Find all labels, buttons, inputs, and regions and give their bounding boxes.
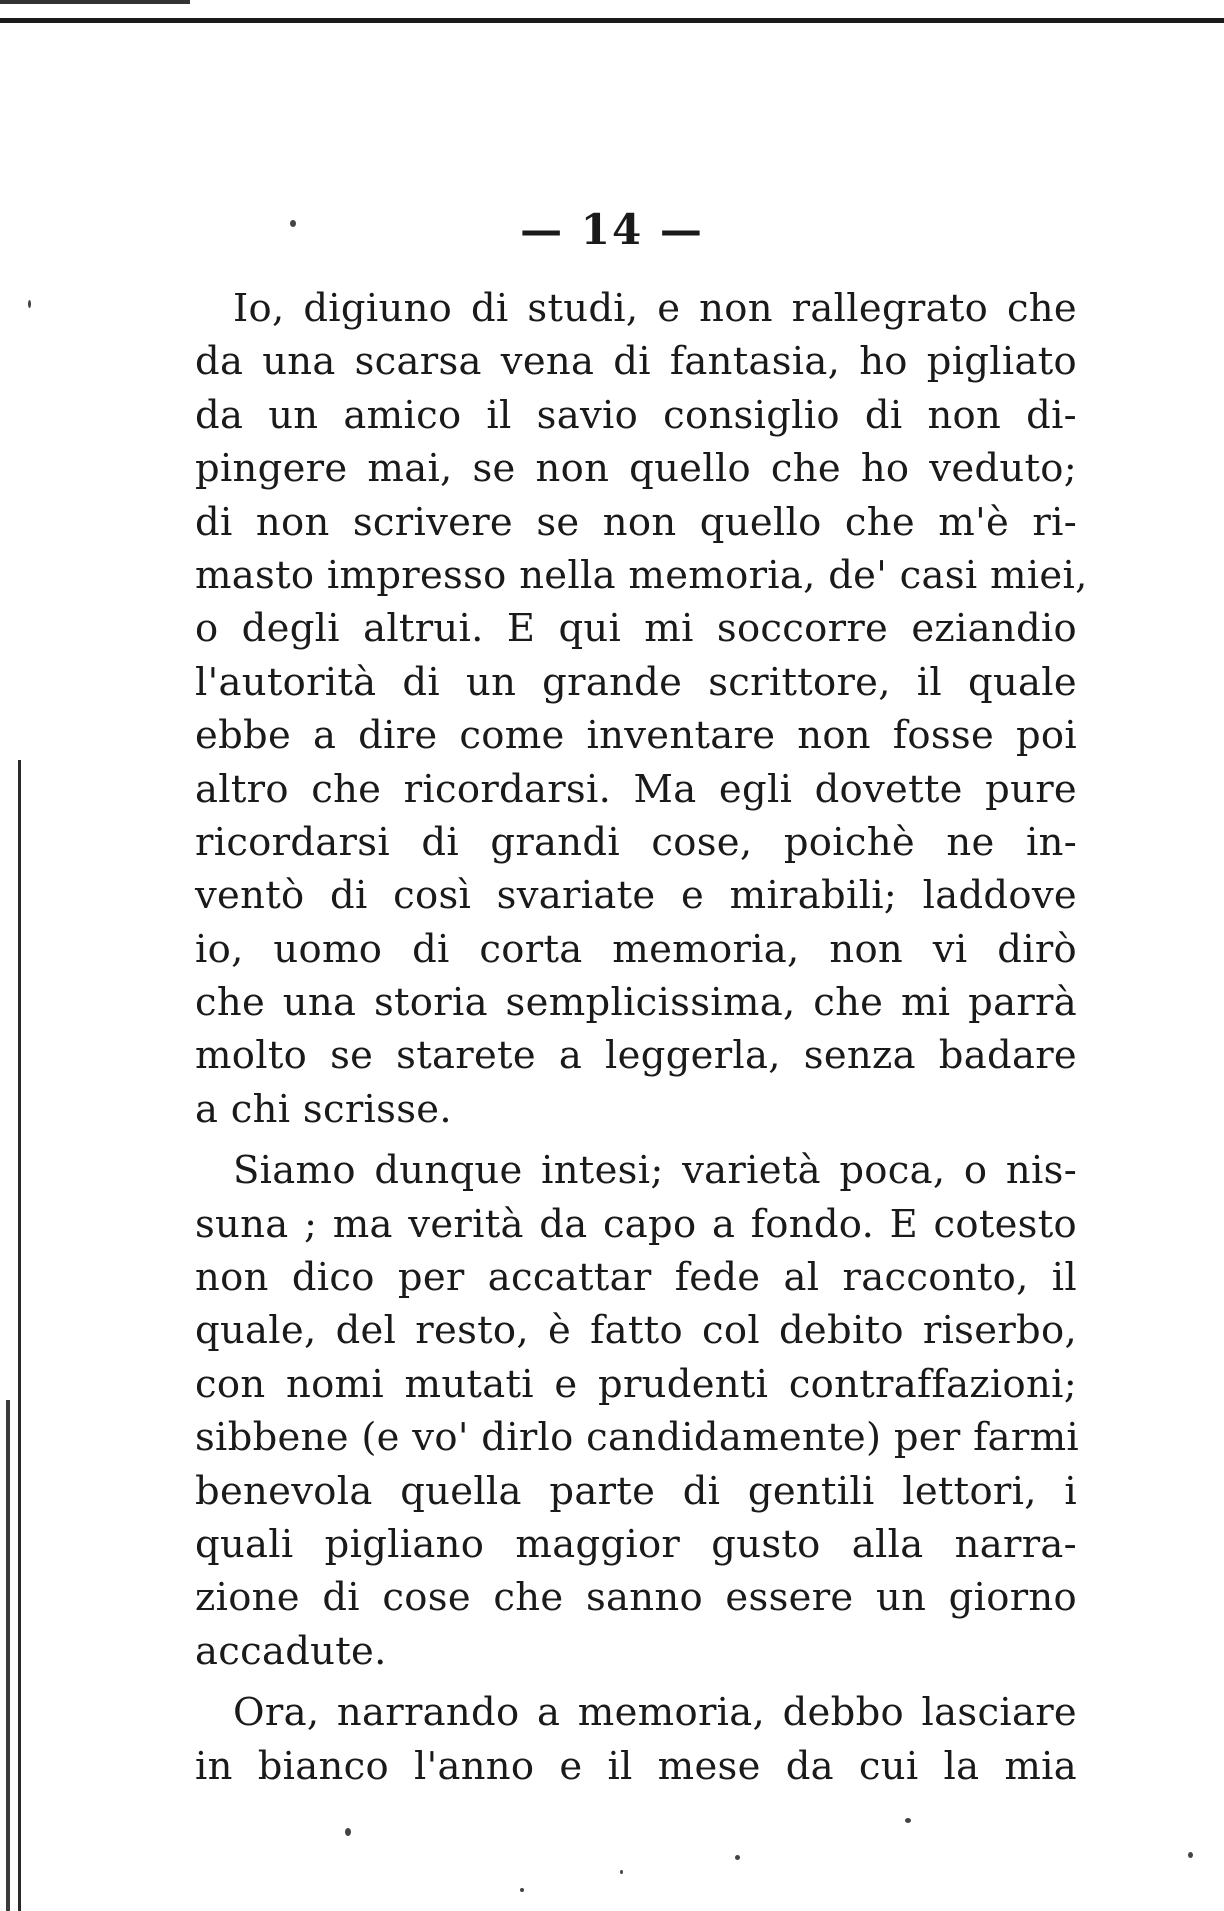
top-border-rule (0, 18, 1224, 23)
text-line: zione di cose che sanno essere un giorno (195, 1575, 1077, 1621)
text-line: da una scarsa vena di fantasia, ho pigliato (195, 339, 1077, 385)
scan-speck (905, 1818, 911, 1823)
text-line: in bianco l'anno e il mese da cui la mia (195, 1743, 1077, 1789)
text-line: l'autorità di un grande scrittore, il quale (195, 659, 1077, 705)
scan-speck (28, 300, 31, 308)
scan-speck (345, 1828, 351, 1836)
text-line: ebbe a dire come inventare non fosse poi (195, 713, 1077, 759)
text-line: ventò di così svariate e mirabili; laddove (195, 873, 1077, 919)
scan-speck (1188, 1852, 1193, 1858)
text-line: pingere mai, se non quello che ho veduto; (195, 446, 1077, 492)
text-line: altro che ricordarsi. Ma egli dovette pure (195, 766, 1077, 812)
text-line: che una storia semplicissima, che mi parrà (195, 980, 1077, 1026)
paragraph-gap (195, 1136, 1077, 1144)
text-line: a chi scrisse. (195, 1086, 452, 1132)
paragraph-2 (195, 1144, 1080, 1678)
top-edge-mark (0, 0, 190, 4)
scan-speck (290, 220, 296, 227)
text-line: Io, digiuno di studi, e non rallegrato che (233, 286, 1077, 331)
text-line: Ora, narrando a memoria, debbo lasciare (233, 1690, 1077, 1736)
text-line: da un amico il savio consiglio di non di- (195, 392, 1077, 438)
body-text (195, 282, 1088, 1793)
text-line: non dico per accattar fede al racconto, il (195, 1255, 1077, 1301)
text-line: molto se starete a leggerla, senza badare (195, 1033, 1077, 1079)
text-line: masto impresso nella memoria, de' casi miei, (195, 552, 1088, 598)
paragraph-3 (195, 1686, 1077, 1793)
text-line: con nomi mutati e prudenti contraffazioni; (195, 1361, 1077, 1407)
text-line: suna ; ma verità da capo a fondo. E cotesto (195, 1201, 1077, 1247)
text-line: o degli altrui. E qui mi soccorre eziandio (195, 606, 1077, 652)
text-line: quali pigliano maggior gusto alla narra- (195, 1521, 1077, 1567)
left-binding-shadow (6, 1400, 10, 1911)
left-binding-edge (18, 760, 21, 1911)
paragraph-1 (195, 282, 1088, 1136)
text-line: accadute. (195, 1628, 387, 1674)
text-line: benevola quella parte di gentili lettori, i (195, 1468, 1077, 1514)
scan-speck (520, 1888, 524, 1892)
scan-speck (735, 1855, 740, 1860)
text-line: quale, del resto, è fatto col debito riserbo, (195, 1308, 1077, 1354)
text-line: sibbene (e vo' dirlo candidamente) per farmi (195, 1415, 1080, 1461)
text-line: io, uomo di corta memoria, non vi dirò (195, 926, 1077, 972)
scan-speck (620, 1870, 623, 1874)
text-line: Siamo dunque intesi; varietà poca, o nis- (233, 1148, 1077, 1194)
text-line: di non scrivere se non quello che m'è ri- (195, 499, 1077, 545)
text-line: ricordarsi di grandi cose, poichè ne in- (195, 819, 1077, 865)
page-number: — 14 — (520, 205, 704, 254)
paragraph-gap (195, 1678, 1077, 1686)
